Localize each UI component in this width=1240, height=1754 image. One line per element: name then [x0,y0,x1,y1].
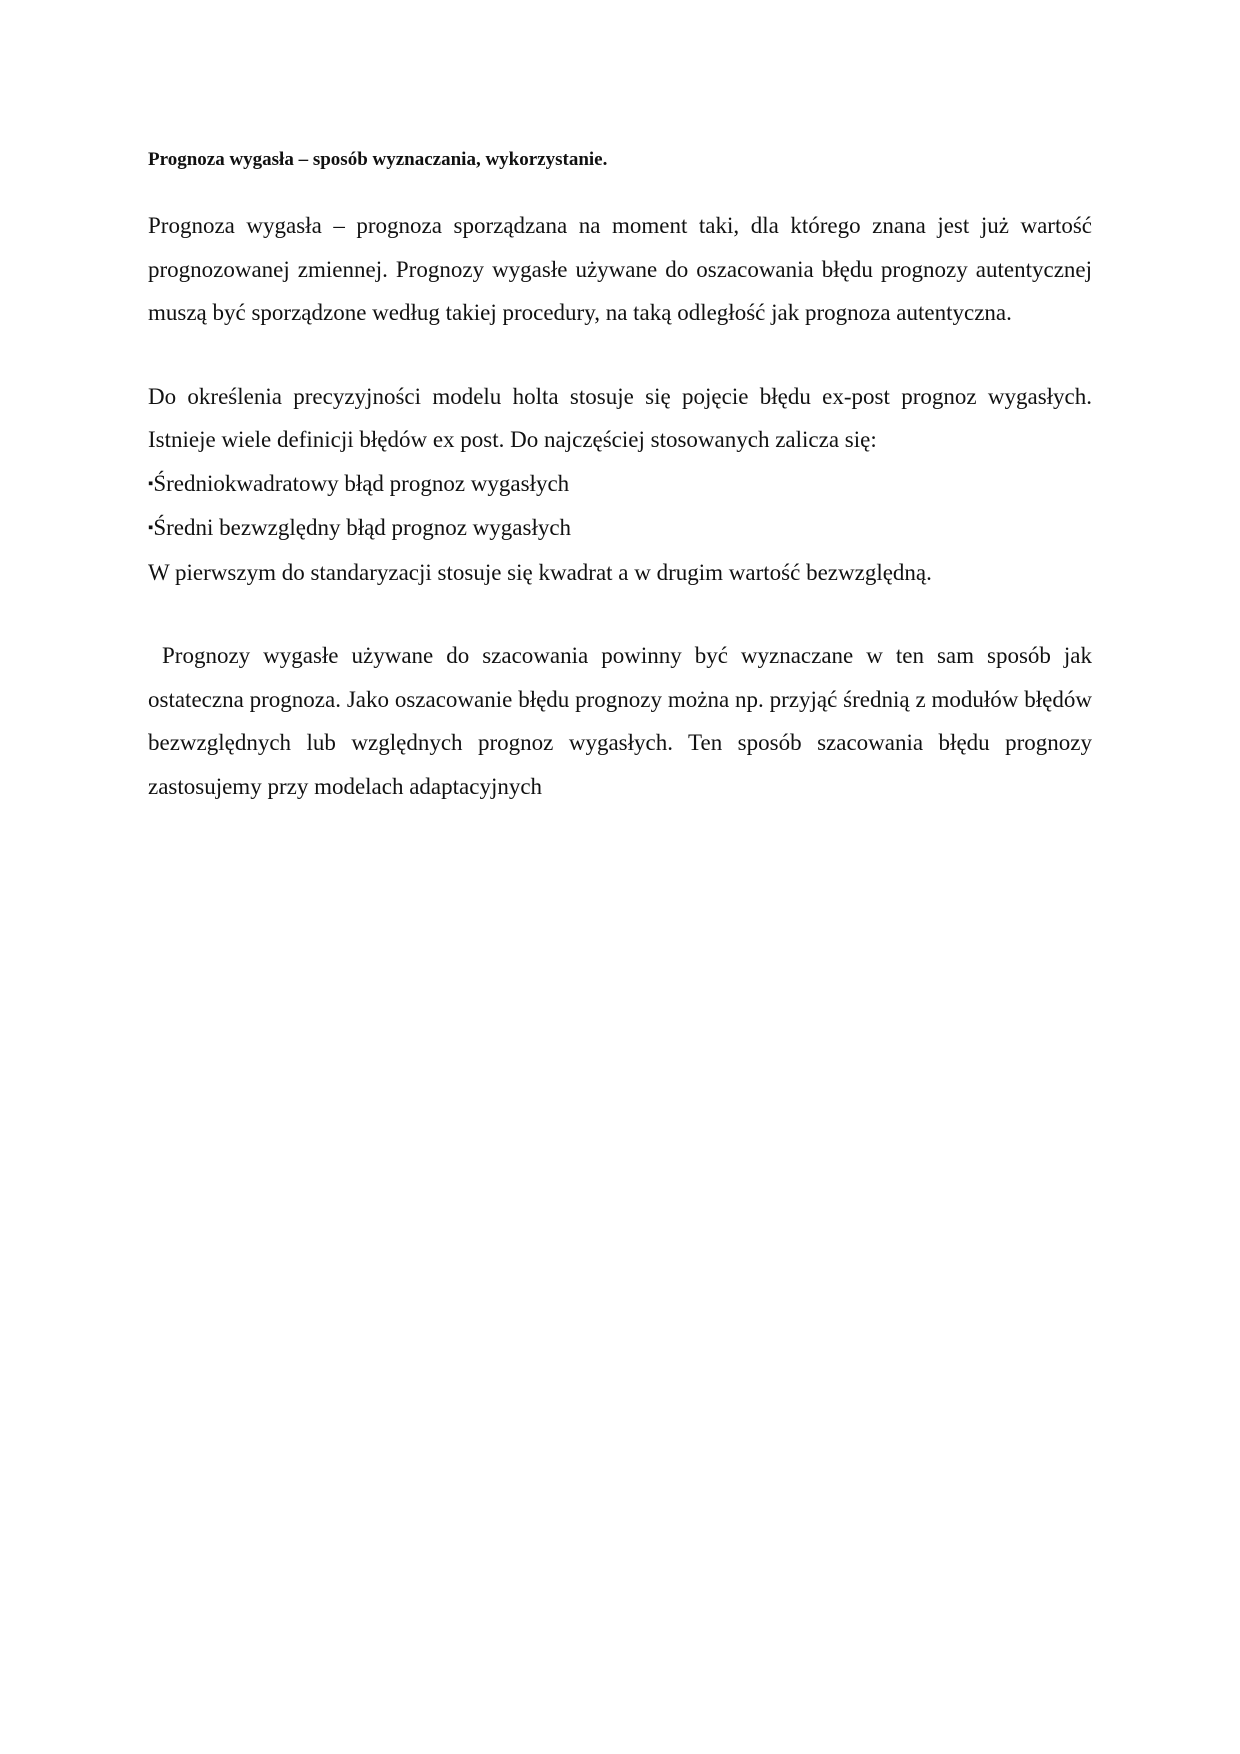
paragraph-definition: Prognoza wygasła – prognoza sporządzana na moment taki, dla którego znana jest już wartość prognozowanej zmiennej. Prognozy wygasłe używane do oszacowania błędu prognozy autentycznej muszą być sporządzone według takiej procedury, na taką odległość jak prognoza autentyczna. [148,213,1092,325]
list-item-text: Średniokwadratowy błąd prognoz wygasłych [153,470,570,496]
paragraph-adaptive-models: Prognozy wygasłe używane do szacowania powinny być wyznaczane w ten sam sposób jak ostateczna prognoza. Jako oszacowanie błędu prognozy można np. przyjąć średnią z modułów błędów bezwzględnych lub względnych prognoz wygasłych. Ten sposób szacowania błędu prognozy zastosujemy przy modelach adaptacyjnych [148,643,1092,799]
bullet-icon: ▪ [148,520,154,536]
list-item [148,506,1092,551]
bullet-icon: ▪ [148,475,154,492]
document-page [148,148,1092,808]
paragraph-standardization: W pierwszym do standaryzacji stosuje się kwadrat a w drugim wartość bezwzględną. [148,559,932,585]
paragraph-ex-post-errors: Do określenia precyzyjności modelu holta stosuje się pojęcie błędu ex-post prognoz wygasłych. Istnieje wiele definicji błędów ex post. Do najczęściej stosowanych zalicza się: [148,383,1092,452]
list-item [148,462,1092,507]
document-title: Prognoza wygasła – sposób wyznaczania, wykorzystanie. [148,149,608,170]
list-item-text: Średni bezwzględny błąd prognoz wygasłych [153,515,572,540]
